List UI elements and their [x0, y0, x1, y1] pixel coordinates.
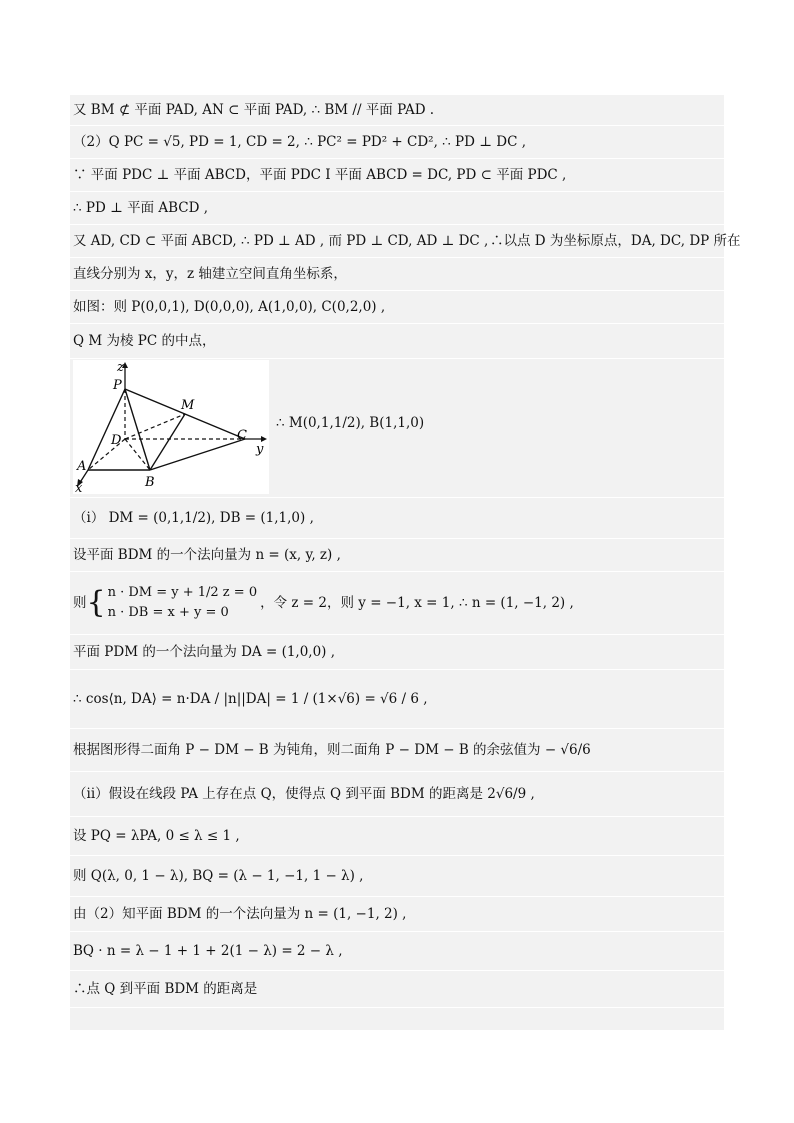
- label-C: C: [237, 428, 247, 443]
- solution-content: [70, 95, 741, 1030]
- left-brace: {: [86, 585, 106, 620]
- equation-2: n · DB = x + y = 0: [107, 605, 229, 620]
- line-3: ∵ 平面 PDC ⊥ 平面 ABCD，平面 PDC I 平面 ABCD = DC, PD ⊂ 平面 PDC ,: [73, 167, 567, 183]
- text-line: [70, 192, 724, 225]
- line-12: 平面 PDM 的一个法向量为 DA = (1,0,0) ,: [73, 644, 336, 660]
- equation-system: [108, 583, 258, 623]
- line-10: 设平面 BDM 的一个法向量为 n = (x, y, z) ,: [73, 547, 341, 563]
- edge-DB: [125, 439, 150, 470]
- line-1: 又 BM ⊄ 平面 PAD, AN ⊂ 平面 PAD, ∴ BM // 平面 PAD .: [73, 102, 435, 118]
- text-line: [70, 126, 724, 159]
- pyramid-figure: [73, 360, 269, 494]
- text-line: [70, 225, 741, 258]
- line-14: 根据图形得二面角 P − DM − B 为钝角，则二面角 P − DM − B 的余弦值为 − √6/6: [73, 742, 591, 758]
- text-line: [70, 729, 724, 772]
- line-17: 则 Q(λ, 0, 1 − λ), BQ = (λ − 1, −1, 1 − λ) ,: [73, 868, 364, 884]
- label-D: D: [111, 433, 122, 448]
- text-line: [70, 498, 724, 539]
- equation-1: n · DM = y + 1/2 z = 0: [107, 585, 258, 600]
- line-4: ∴ PD ⊥ 平面 ABCD ,: [73, 200, 209, 216]
- line-5b: ∴以点 D 为坐标原点，DA, DC, DP 所在: [490, 233, 741, 249]
- label-A: A: [77, 459, 87, 474]
- text-line: [70, 291, 724, 324]
- text-line: [70, 572, 724, 635]
- text-line: [70, 539, 724, 572]
- text-line: [70, 159, 724, 192]
- line-6: 直线分别为 x，y，z 轴建立空间直角坐标系，: [73, 266, 347, 282]
- label-B: B: [145, 475, 155, 490]
- text-line: [70, 971, 724, 1008]
- text-line: [70, 258, 724, 291]
- text-line: [70, 897, 724, 932]
- line-19: BQ · n = λ − 1 + 1 + 2(1 − λ) = 2 − λ ,: [73, 943, 343, 959]
- line-20: ∴点 Q 到平面 BDM 的距离是: [73, 981, 258, 997]
- line-11-prefix: 则: [73, 595, 87, 611]
- label-x: x: [75, 481, 83, 494]
- line-5a: 又 AD, CD ⊂ 平面 ABCD, ∴ PD ⊥ AD , 而 PD ⊥ CD, AD ⊥ DC ,: [73, 233, 489, 249]
- edge-BC: [150, 439, 245, 470]
- text-line: [70, 817, 724, 856]
- line-18: 由（2）知平面 BDM 的一个法向量为 n = (1, −1, 2) ,: [73, 906, 407, 922]
- line-16: 设 PQ = λPA, 0 ≤ λ ≤ 1 ,: [73, 828, 240, 844]
- line-9: （i） DM = (0,1,1/2), DB = (1,1,0) ,: [73, 510, 314, 526]
- line-11-tail: ，令 z = 2，则 y = −1, x = 1, ∴ n = (1, −1, 2) ,: [260, 595, 574, 611]
- figure-caption: ∴ M(0,1,1/2), B(1,1,0): [276, 415, 425, 431]
- text-line: [70, 670, 724, 729]
- pyramid-diagram: [73, 360, 269, 494]
- line-8: Q M 为棱 PC 的中点，: [73, 333, 216, 349]
- label-z: z: [117, 360, 124, 375]
- label-y: y: [256, 442, 264, 457]
- line-7: 如图：则 P(0,0,1), D(0,0,0), A(1,0,0), C(0,2,0) ,: [73, 299, 386, 315]
- text-line: [70, 635, 724, 670]
- edge-PA: [88, 389, 125, 470]
- label-P: P: [113, 378, 122, 393]
- text-line: [70, 932, 724, 971]
- label-M: M: [181, 398, 195, 413]
- line-13: ∴ cos⟨n, DA⟩ = n·DA / |n||DA| = 1 / (1×√6) = √6 / 6 ,: [73, 691, 428, 707]
- text-line: [70, 95, 724, 126]
- text-line: [70, 856, 724, 897]
- text-line: [70, 772, 724, 817]
- edge-BM: [150, 414, 185, 470]
- line-15: （ii）假设在线段 PA 上存在点 Q，使得点 Q 到平面 BDM 的距离是 2√6/9 ,: [73, 786, 535, 802]
- text-line: [70, 324, 724, 359]
- line-2: （2）Q PC = √5, PD = 1, CD = 2, ∴ PC² = PD² + CD², ∴ PD ⊥ DC ,: [73, 134, 526, 150]
